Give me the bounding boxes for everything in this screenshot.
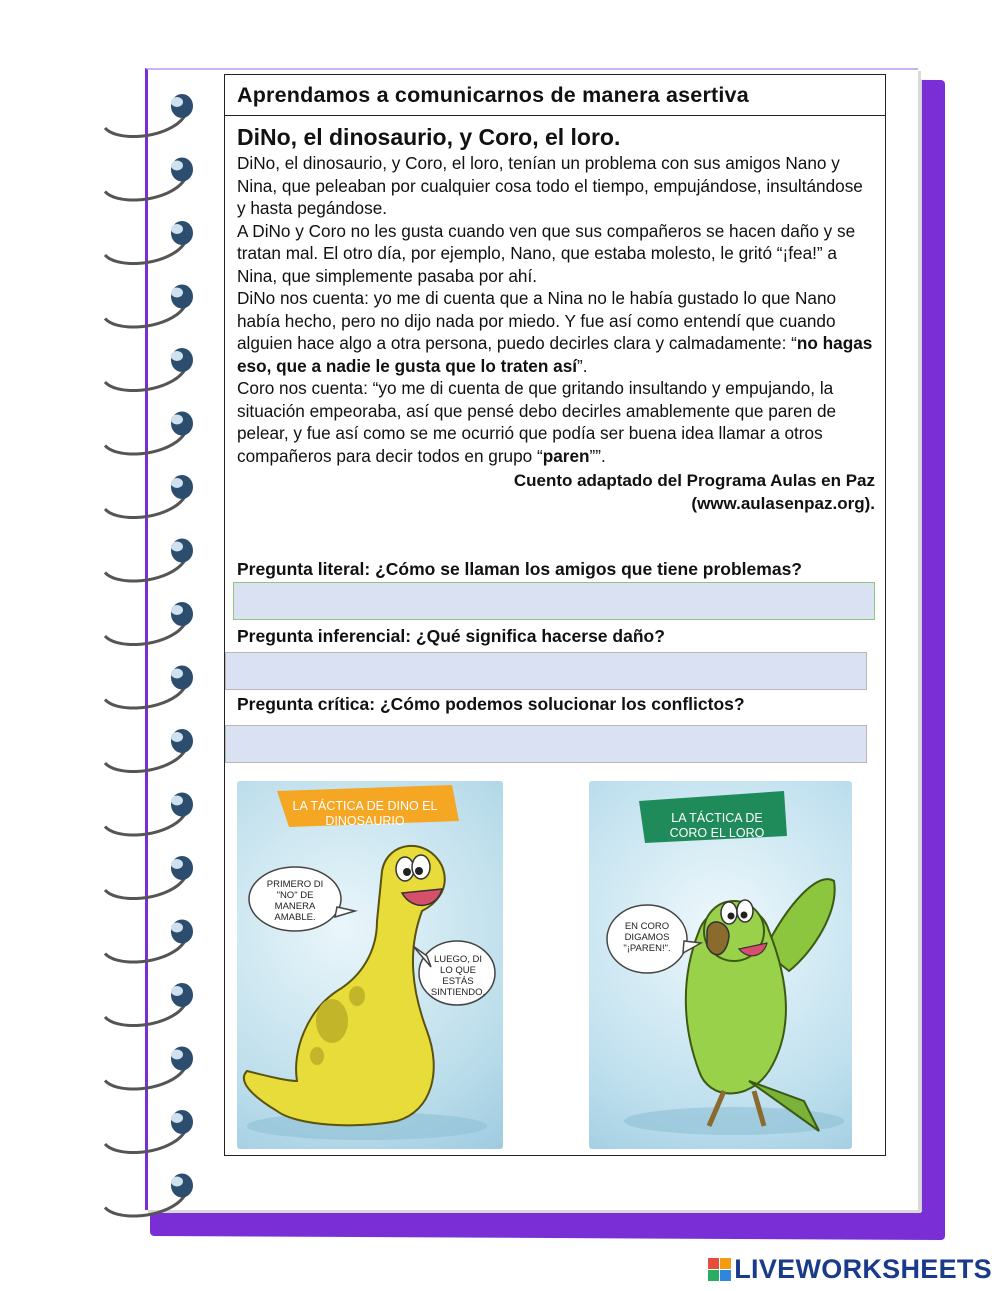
spiral-ring [105,1047,193,1090]
credit-line-1: Cuento adaptado del Programa Aulas en Paz [513,471,875,490]
story-title: DiNo, el dinosaurio, y Coro, el loro. [237,124,621,150]
spiral-ring [105,856,193,899]
coro-banner-label: LA TÁCTICA DE CORO EL LORO [669,811,765,840]
question-critical-label: Pregunta crítica: ¿Cómo podemos solucionar los conflictos? [237,694,745,714]
liveworksheets-brand[interactable] [708,1254,992,1285]
spiral-ring [105,1110,193,1153]
question-literal-label: Pregunta literal: ¿Cómo se llaman los amigos que tiene problemas? [237,559,802,579]
story-bold-text: no hagas eso, que a nadie le gusta que lo traten así [237,333,873,376]
answer-literal-input[interactable] [233,582,875,620]
spiral-ring [105,793,193,836]
spiral-ring [105,348,193,391]
spiral-ring [105,539,193,582]
brand-name: LIVEWORKSHEETS [734,1254,992,1284]
story-paragraph-4 [237,377,875,467]
dino-bubble-1: PRIMERO DI "NO" DE MANERA AMABLE. [266,879,324,923]
story [225,116,885,515]
liveworksheets-logo-icon [708,1258,731,1281]
spiral-ring [105,158,193,201]
notebook-spiral [95,80,215,1230]
coro-comic [589,781,852,1149]
spiral-ring [105,920,193,963]
spiral-ring [105,729,193,772]
spiral-ring [105,602,193,645]
dino-banner-label: LA TÁCTICA DE DINO EL DINOSAURIO [292,799,438,828]
spiral-ring [105,94,193,137]
story-text: DiNo nos cuenta: yo me di cuenta que a Nina no le había gustado lo que Nano había hecho, pero no dijo nada por miedo. Y fue así como entendí que cuando alguien hace algo a otra persona, puedo decirles clara y calmadamente: “ [237,288,837,353]
question-inferential-label: Pregunta inferencial: ¿Qué significa hacerse daño? [237,626,665,646]
story-credits [237,469,875,515]
story-text: Coro nos cuenta: “yo me di cuenta de que gritando insultando y empujando, la situación empeoraba, así que pensé debo decirles amablemente que paren de pelear, y fue así como se me ocurrió que podía ser buena idea llamar a otros compañeros para decir todos en grupo “ [237,378,837,466]
answer-inferential-input[interactable] [225,652,867,690]
story-paragraph-1: DiNo, el dinosaurio, y Coro, el loro, tenían un problema con sus amigos Nano y Nina, que peleaban por cualquier cosa todo el tiempo, empujándose, insultándose y hasta pegándose. [237,153,863,218]
spiral-ring [105,983,193,1026]
story-bold-text: paren [542,445,590,466]
spiral-ring [105,412,193,455]
story-paragraph-2: A DiNo y Coro no les gusta cuando ven que sus compañeros se hacen daño y se tratan mal. El otro día, por ejemplo, Nano, que estaba molesto, le gritó “¡fea!” a Nina, que simplemente pasaba por ahí. [237,220,856,286]
spiral-ring [105,666,193,709]
credit-line-2: (www.aulasenpaz.org). [691,494,875,513]
dino-comic [237,781,503,1149]
story-text: ”. [577,355,588,376]
story-paragraph-3 [237,287,875,377]
spiral-ring [105,475,193,518]
worksheet-content [224,74,886,1156]
story-text: ””. [589,445,606,466]
answer-critical-input[interactable] [225,725,867,763]
coro-bubble-1: EN CORO DIGAMOS "¡PAREN!". [623,921,671,954]
dino-bubble-2: LUEGO, DI LO QUE ESTÁS SINTIENDO. [430,954,486,998]
spiral-ring [105,1174,193,1217]
spiral-ring [105,285,193,328]
worksheet-header: Aprendamos a comunicarnos de manera asertiva [225,75,885,116]
spiral-ring [105,221,193,264]
